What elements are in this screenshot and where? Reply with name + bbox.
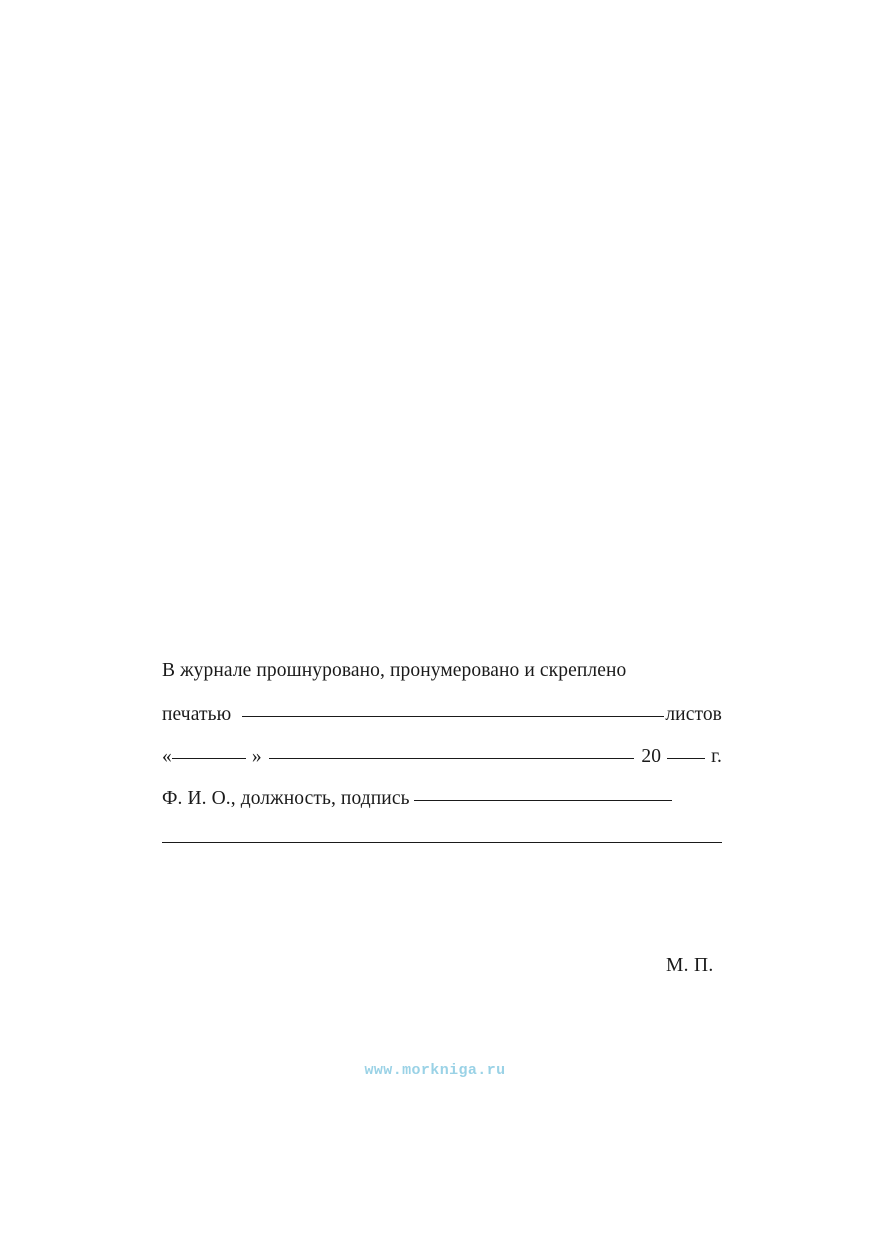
- certification-line-1: [162, 660, 722, 682]
- certification-block: [162, 660, 722, 843]
- certification-line-3: [162, 746, 722, 768]
- signature-fill-line[interactable]: [162, 842, 722, 843]
- day-fill-line[interactable]: [172, 758, 246, 759]
- sheets-count-fill-line[interactable]: [242, 716, 664, 717]
- certification-line-4: [162, 788, 722, 810]
- year-fill-line[interactable]: [667, 758, 705, 759]
- certification-line-2: [162, 704, 722, 726]
- watermark: www.morkniga.ru: [364, 1062, 506, 1079]
- month-fill-line[interactable]: [269, 758, 635, 759]
- fio-position-signature-label: Ф. И. О., должность, подпись: [162, 788, 410, 809]
- certification-line-1-text: В журнале прошнуровано, пронумеровано и скреплено: [162, 660, 627, 681]
- quote-close: »: [251, 746, 262, 767]
- year-prefix: 20: [641, 746, 662, 767]
- year-suffix: г.: [711, 746, 722, 767]
- sheets-label: листов: [665, 704, 722, 725]
- seal-mark: М. П.: [666, 955, 714, 976]
- quote-open: «: [162, 746, 172, 767]
- seal-label: печатью: [162, 704, 232, 725]
- fio-fill-line[interactable]: [414, 800, 672, 801]
